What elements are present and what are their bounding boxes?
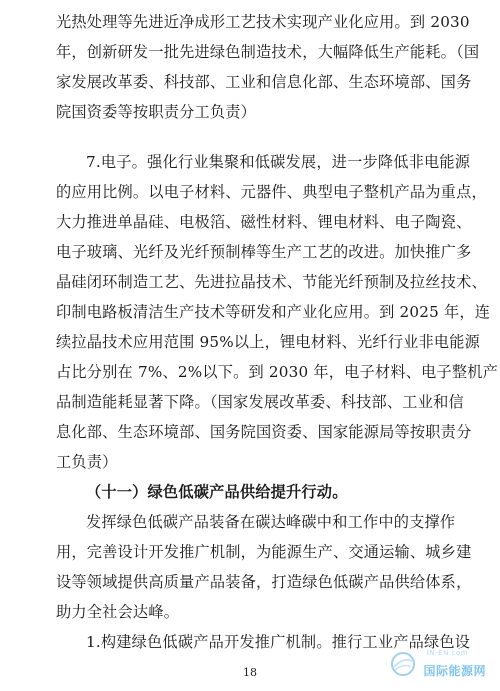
page-number: 18 xyxy=(243,666,257,679)
text-line: 年，创新研发一批先进绿色制造技术，大幅降低生产能耗。（国 xyxy=(56,43,480,61)
watermark-brand: 国际能源网 xyxy=(423,664,486,678)
section-heading-electronics: 7.电子。强化行业集聚和低碳发展，进一步降低非电能源 xyxy=(86,153,471,171)
text-line: 大力推进单晶硅、电极箔、磁性材料、锂电材料、电子陶瓷、 xyxy=(56,213,472,231)
section-heading-action-11: （十一）绿色低碳产品供给提升行动。 xyxy=(86,483,348,501)
text-line: 光热处理等先进近净成形工艺技术实现产业化应用。到 2030 xyxy=(56,13,470,31)
text-line: 的应用比例。以电子材料、元器件、典型电子整机产品为重点， xyxy=(56,183,487,201)
text-line: 用，完善设计开发推广机制，为能源生产、交通运输、城乡建 xyxy=(56,543,472,561)
text-line: 1.构建绿色低碳产品开发推广机制。推行工业产品绿色设 xyxy=(86,633,471,651)
text-line: 设等领域提供高质量产品装备，打造绿色低碳产品供给体系， xyxy=(56,573,472,591)
text-line: 电子玻璃、光纤及光纤预制棒等生产工艺的改进。加快推广多 xyxy=(56,243,472,261)
globe-logo-icon xyxy=(390,651,416,677)
text-line: 品制造能耗显著下降。（国家发展改革委、科技部、工业和信 xyxy=(56,393,464,411)
text-line: 晶硅闭环制造工艺、先进拉晶技术、节能光纤预制及拉丝技术、 xyxy=(56,273,487,291)
text-line: 家发展改革委、科技部、工业和信息化部、生态环境部、国务 xyxy=(56,73,472,91)
text-line: 发挥绿色低碳产品装备在碳达峰碳中和工作中的支撑作 xyxy=(86,513,456,531)
text-line: 院国资委等按职责分工负责） xyxy=(56,103,257,121)
text-line: 息化部、生态环境部、国务院国资委、国家能源局等按职责分 xyxy=(56,423,472,441)
text-line: 助力全社会达峰。 xyxy=(56,603,180,621)
text-line: 印制电路板清洁生产技术等研发和产业化应用。到 2025 年，连 xyxy=(56,303,491,321)
watermark-sub: IN-EN.com xyxy=(426,649,468,657)
text-line: 续拉晶技术应用范围 95%以上，锂电材料、光纤行业非电能源 xyxy=(56,333,481,351)
watermark xyxy=(390,649,486,679)
text-line: 工负责） xyxy=(56,453,118,471)
text-line: 占比分别在 7%、2%以下。到 2030 年，电子材料、电子整机产 xyxy=(56,363,499,381)
